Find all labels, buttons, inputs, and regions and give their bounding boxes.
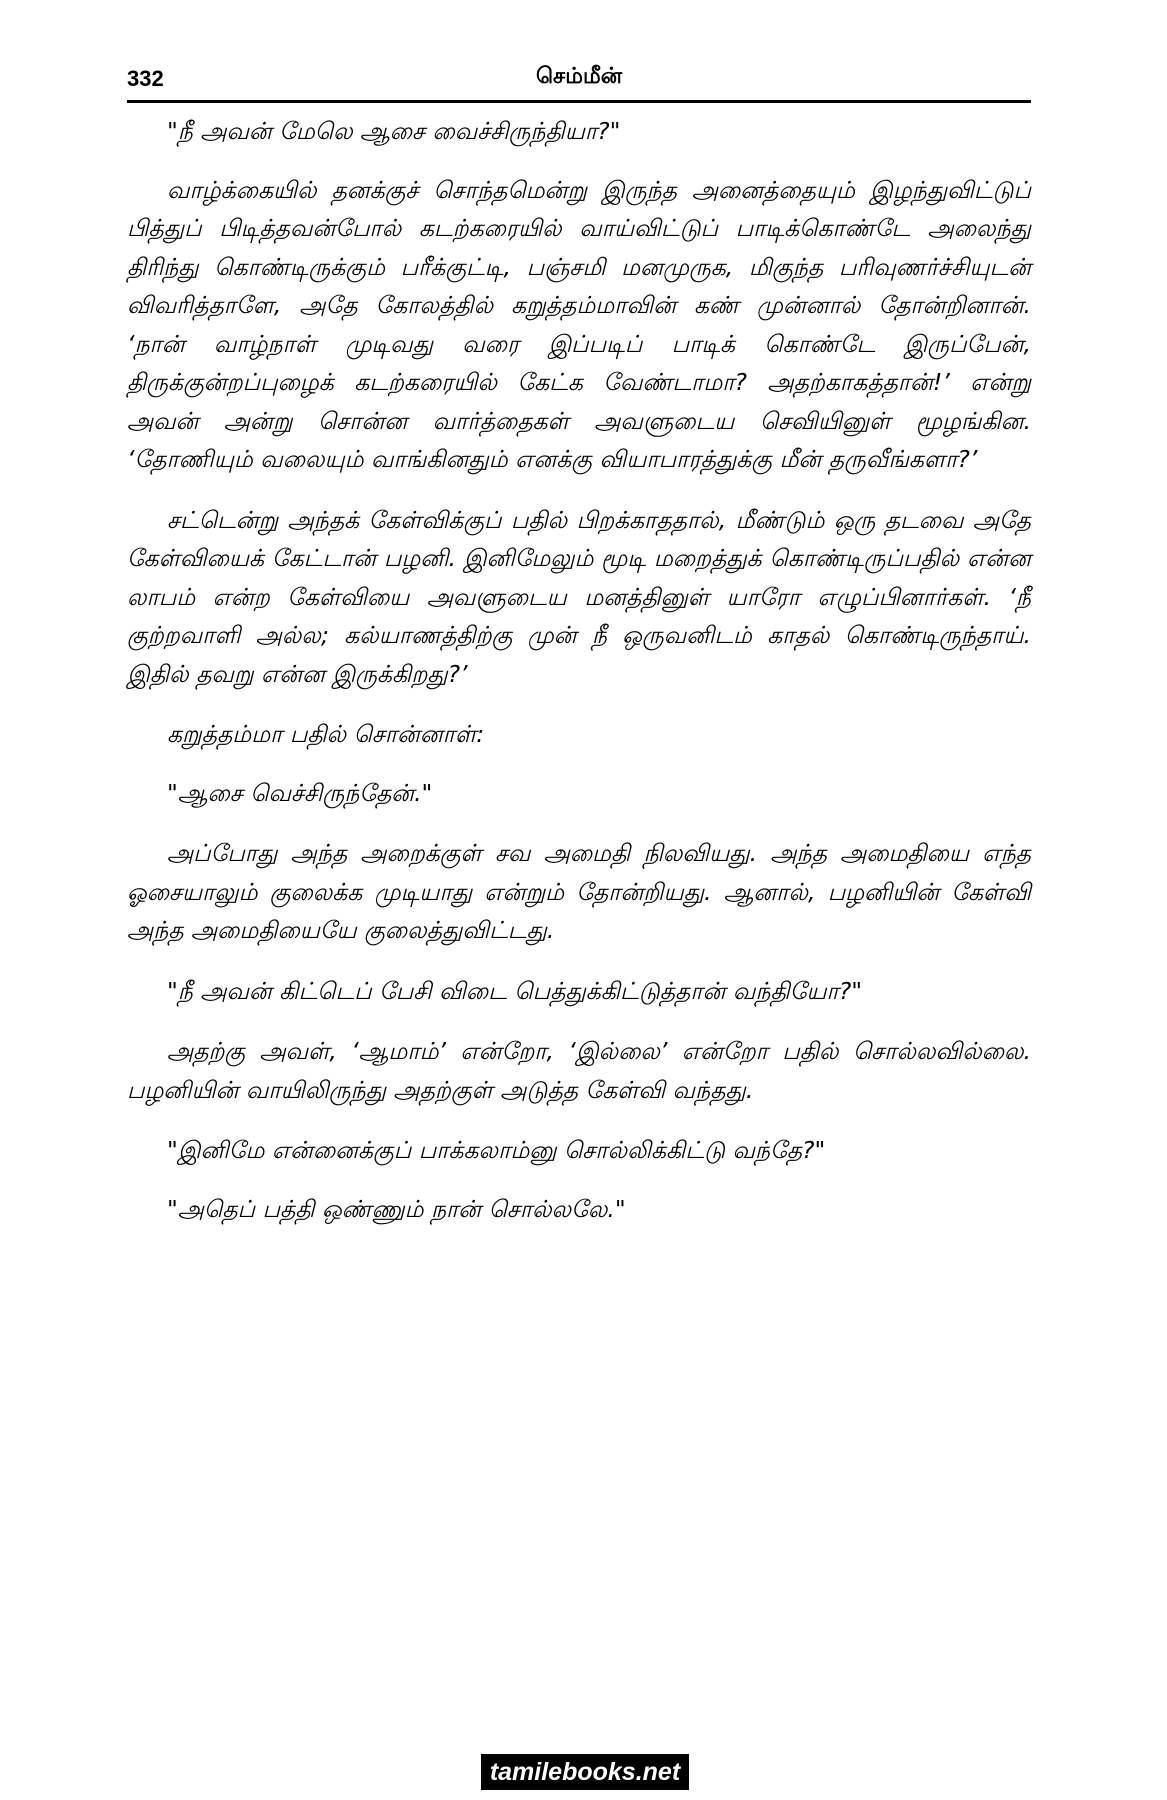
watermark-logo: tamilebooks.net [481,1754,689,1790]
paragraph: சட்டென்று அந்தக் கேள்விக்குப் பதில் பிறக்காததால், மீண்டும் ஒரு தடவை அதே கேள்வியைக் கேட்டான் பழனி. இனிமேலும் மூடி மறைத்துக் கொண்டிருப்பதில் என்ன லாபம் என்ற கேள்வியை அவளுடைய மனத்தினுள் யாரோ எழுப்பினார்கள். ‘நீ குற்றவாளி அல்ல; கல்யாணத்திற்கு முன் நீ ஒருவனிடம் காதல் கொண்டிருந்தாய். இதில் தவறு என்ன இருக்கிறது?’ [127,505,1031,688]
paragraph: "ஆசை வெச்சிருந்தேன்." [167,778,433,807]
paragraph: அதற்கு அவள், ‘ஆமாம்’ என்றோ, ‘இல்லை’ என்றோ பதில் சொல்லவில்லை. பழனியின் வாயிலிருந்து அதற்குள் அடுத்த கேள்வி வந்தது. [127,1037,1031,1104]
page-body [127,112,1031,1250]
running-title: செம்மீன் [535,64,623,89]
paragraph: கறுத்தம்மா பதில் சொன்னாள்: [167,720,485,748]
page-number: 332 [127,66,164,91]
paragraph: அப்போது அந்த அறைக்குள் சவ அமைதி நிலவியது. அந்த அமைதியை எந்த ஓசையாலும் குலைக்க முடியாது என்றும் தோன்றியது. ஆனால், பழனியின் கேள்வி அந்த அமைதியையே குலைத்துவிட்டது. [127,839,1031,944]
paragraph: "நீ அவன் மேலெ ஆசை வைச்சிருந்தியா?" [167,117,621,145]
paragraph: வாழ்க்கையில் தனக்குச் சொந்தமென்று இருந்த அனைத்தையும் இழந்துவிட்டுப் பித்துப் பிடித்தவன்போல் கடற்கரையில் வாய்விட்டுப் பாடிக்கொண்டே அலைந்து திரிந்து கொண்டிருக்கும் பரீக்குட்டி, பஞ்சமி மனமுருக, மிகுந்த பரிவுணர்ச்சியுடன் விவரித்தாளே, அதே கோலத்தில் கறுத்தம்மாவின் கண் முன்னால் தோன்றினான். ‘நான் வாழ்நாள் முடிவது வரை இப்படிப் பாடிக் கொண்டே இருப்பேன், திருக்குன்றப்புழைக் கடற்கரையில் கேட்க வேண்டாமா? அதற்காகத்தான்!’ என்று அவன் அன்று சொன்ன வார்த்தைகள் அவளுடைய செவியினுள் மூழங்கின. ‘தோணியும் வலையும் வாங்கினதும் எனக்கு வியாபாரத்துக்கு மீன் தருவீங்களா?’ [127,175,1031,473]
paragraph: "அதெப் பத்தி ஒண்ணும் நான் சொல்லலே." [167,1194,626,1223]
paragraph: "இனிமே என்னைக்குப் பாக்கலாம்னு சொல்லிக்கிட்டு வந்தே?" [167,1136,826,1164]
paragraph: "நீ அவன் கிட்டெப் பேசி விடை பெத்துக்கிட்டுத்தான் வந்தியோ?" [167,976,863,1005]
page-header [127,62,1031,103]
